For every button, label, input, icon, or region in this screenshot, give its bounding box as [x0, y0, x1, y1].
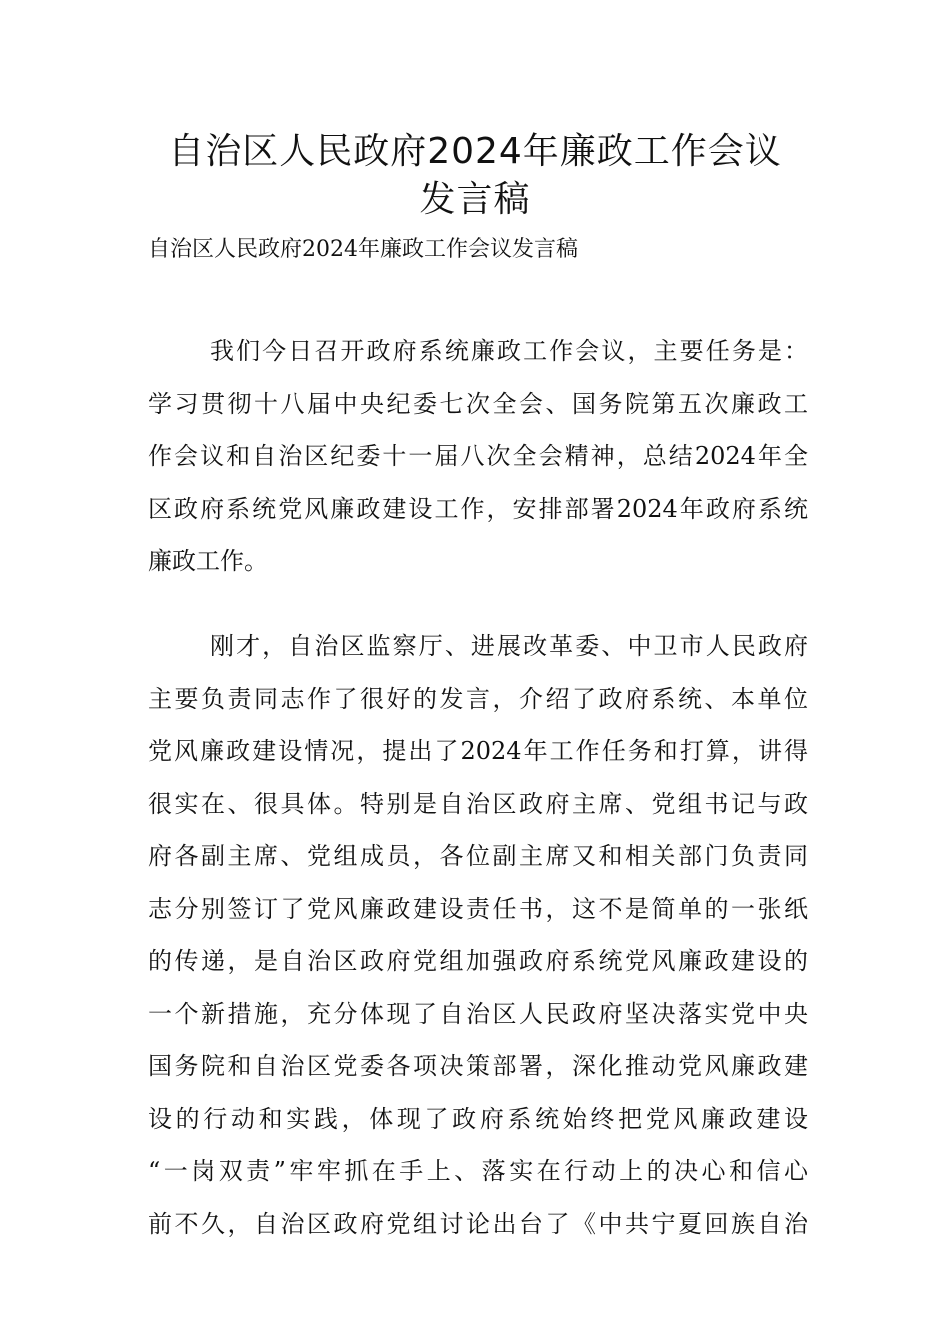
paragraph-line: 的传递，是自治区政府党组加强政府系统党风廉政建设的 [148, 947, 808, 975]
paragraph [148, 620, 808, 1250]
title-line: 自治区人民政府2024年廉政工作会议 [168, 131, 782, 172]
title-line: 发言稿 [419, 179, 531, 220]
paragraph-line: 我们今日召开政府系统廉政工作会议，主要任务是： [210, 337, 808, 365]
document-subtitle: 自治区人民政府2024年廉政工作会议发言稿 [148, 237, 578, 262]
paragraph-line: 志分别签订了党风廉政建设责任书，这不是简单的一张纸 [148, 894, 808, 923]
paragraph [148, 325, 808, 588]
paragraph-line: 党风廉政建设情况，提出了2024年工作任务和打算，讲得 [148, 737, 808, 765]
document-title [120, 128, 830, 224]
paragraph-line: 主要负责同志作了很好的发言，介绍了政府系统、本单位 [148, 684, 808, 713]
paragraph-line: 廉政工作。 [148, 547, 268, 575]
paragraph-line: 刚才，自治区监察厅、进展改革委、中卫市人民政府 [210, 632, 808, 660]
paragraph-line: 作会议和自治区纪委十一届八次全会精神，总结2024年全 [148, 442, 808, 470]
paragraph-line: 学习贯彻十八届中央纪委七次全会、国务院第五次廉政工 [148, 389, 808, 418]
paragraph-line: “一岗双责”牢牢抓在手上、落实在行动上的决心和信心 [148, 1157, 808, 1185]
paragraph-line: 府各副主席、党组成员，各位副主席又和相关部门负责同 [148, 842, 808, 870]
paragraph-line: 设的行动和实践，体现了政府系统始终把党风廉政建设 [148, 1104, 808, 1133]
paragraph-line: 很实在、很具体。特别是自治区政府主席、党组书记与政 [148, 789, 808, 818]
paragraph-line: 国务院和自治区党委各项决策部署，深化推动党风廉政建 [148, 1052, 808, 1080]
paragraph-line: 一个新措施，充分体现了自治区人民政府坚决落实党中央 [148, 999, 808, 1028]
paragraph-line: 前不久，自治区政府党组讨论出台了《中共宁夏回族自治 [148, 1209, 808, 1238]
paragraph-line: 区政府系统党风廉政建设工作，安排部署2024年政府系统 [148, 494, 808, 523]
